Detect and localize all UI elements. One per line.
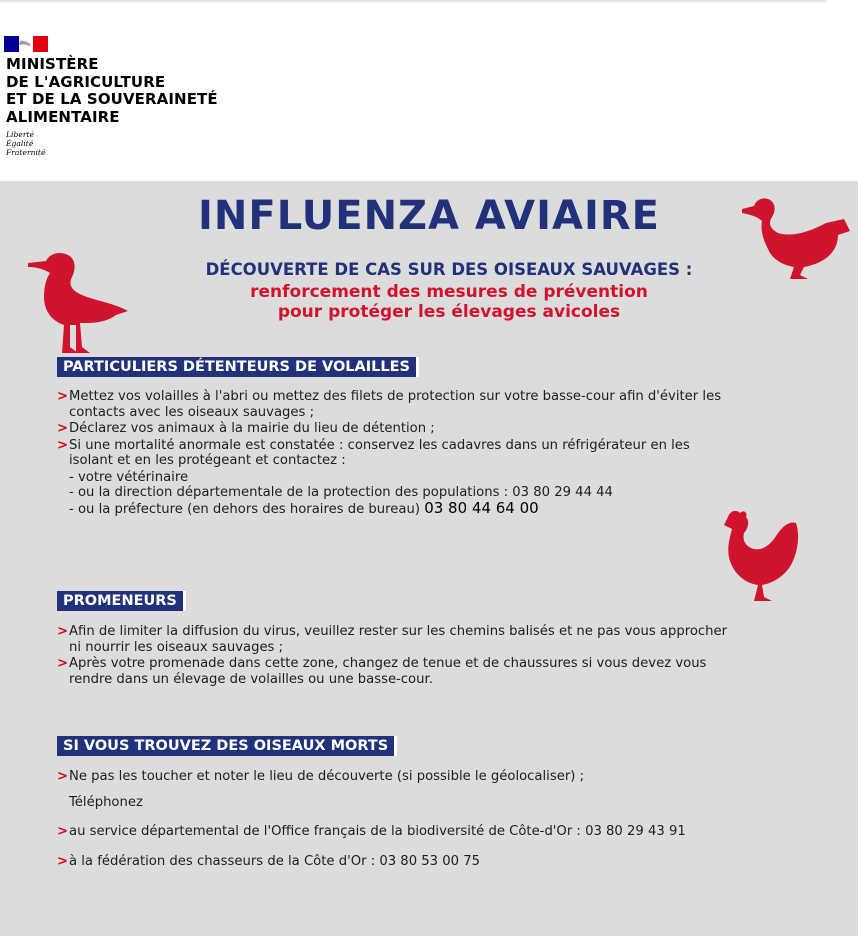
chevron-right-icon: > <box>57 853 69 869</box>
chevron-right-icon: > <box>57 421 69 436</box>
list-item: > Après votre promenade dans cette zone, changez de tenue et de chaussures si vous devez vous rendre dans un élevage de volailles ou une basse-cour. <box>57 656 707 687</box>
list-item: > Déclarez vos animaux à la mairie du lieu de détention ; <box>57 421 435 436</box>
chevron-right-icon: > <box>57 824 69 839</box>
top-divider <box>0 0 826 2</box>
poster-subtitle: DÉCOUVERTE DE CAS SUR DES OISEAUX SAUVAGES : <box>205 260 693 279</box>
contact-ddpp: - ou la direction départementale de la protection des populations : 03 80 29 44 44 <box>69 485 613 500</box>
duck-icon <box>738 193 856 283</box>
list-item: > Si une mortalité anormale est constatée : conservez les cadavres dans un réfrigérateur en les isolant et en les protégeant et contactez : <box>57 437 690 468</box>
promeneurs-list <box>57 624 807 688</box>
chevron-right-icon: > <box>57 769 69 784</box>
section-heading-particuliers: PARTICULIERS DÉTENTEURS DE VOLAILLES <box>57 357 416 377</box>
telephone-label: Téléphonez <box>69 794 143 810</box>
prefecture-phone: 03 80 44 64 00 <box>424 498 539 517</box>
chevron-right-icon: > <box>57 389 69 404</box>
marianne-flag-icon <box>4 36 48 52</box>
hen-icon <box>716 507 802 603</box>
chevron-right-icon: > <box>57 656 69 671</box>
list-item: > Mettez vos volailles à l'abri ou mettez des filets de protection sur votre basse-cour afin d'éviter les contacts avec les oiseaux sauvages ; <box>57 389 722 420</box>
oiseaux-morts-list <box>57 769 807 870</box>
contact-prefecture: - ou la préfecture (en dehors des horaires de bureau) 03 80 44 64 00 <box>69 498 539 517</box>
contact-vet: - votre vétérinaire <box>69 469 189 485</box>
poster-panel <box>0 181 858 936</box>
list-item: > Afin de limiter la diffusion du virus, veuillez rester sur les chemins balisés et ne pas vous approcher ni nourrir les oiseaux sauvages ; <box>57 624 728 655</box>
list-item: > à la fédération des chasseurs de la Côte d'Or : 03 80 53 00 75 <box>57 853 481 869</box>
section-heading-promeneurs: PROMENEURS <box>57 591 183 611</box>
ministry-name: MINISTÈRE DE L'AGRICULTURE ET DE LA SOUVERAINETÉ ALIMENTAIRE <box>6 55 218 126</box>
section-heading-oiseaux-morts: SI VOUS TROUVEZ DES OISEAUX MORTS <box>57 736 394 756</box>
chevron-right-icon: > <box>57 624 69 639</box>
particuliers-list <box>57 389 807 517</box>
list-item: > Ne pas les toucher et noter le lieu de découverte (si possible le géolocaliser) ; <box>57 769 585 784</box>
chevron-right-icon: > <box>57 437 69 453</box>
seagull-icon <box>26 249 132 357</box>
ministry-logo <box>6 36 218 157</box>
republic-motto: Liberté Égalité Fraternité <box>6 130 46 157</box>
list-item: > au service départemental de l'Office français de la biodiversité de Côte-d'Or : 03 80 29 43 91 <box>57 824 686 839</box>
poster-subtitle-red: renforcement des mesures de prévention pour protéger les élevages avicoles <box>250 282 648 322</box>
poster-title: INFLUENZA AVIAIRE <box>198 193 660 239</box>
